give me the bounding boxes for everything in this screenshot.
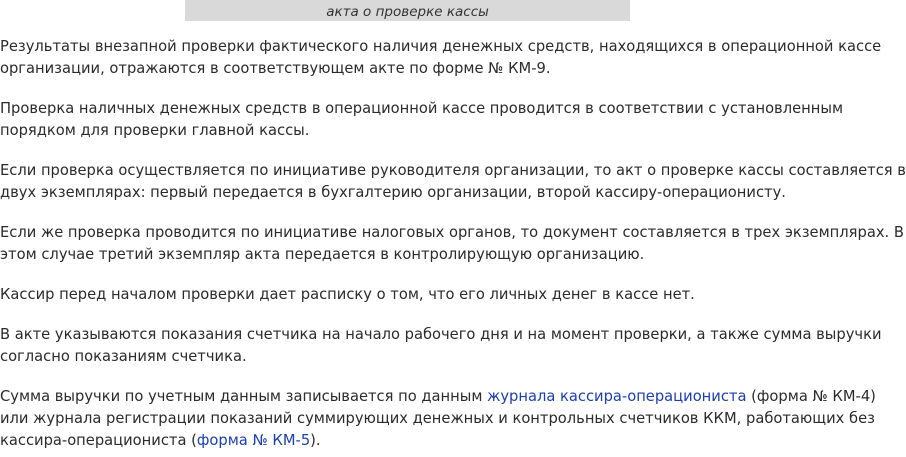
- paragraph-5: [0, 284, 816, 306]
- paragraph-7-line-3-text: кассира-операциониста (: [0, 432, 197, 449]
- paragraph-3: [0, 160, 906, 204]
- km4-journal-link[interactable]: журнала кассира-операциониста: [487, 388, 747, 405]
- paragraph-1: [0, 36, 882, 80]
- paragraph-7: [0, 386, 876, 452]
- km5-form-link[interactable]: форма № КМ-5: [196, 432, 311, 449]
- paragraph-2-line-1: Проверка наличных денежных средств в операционной кассе проводится в соответствии с установленным: [0, 100, 844, 117]
- paragraph-1-line-2: организации, отражаются в соответствующем акте по форме № КМ-9.: [0, 60, 551, 77]
- caption-text: акта о проверке кассы: [326, 4, 489, 20]
- paragraph-2: [0, 98, 844, 142]
- paragraph-4: [0, 222, 904, 266]
- paragraph-4-line-1: Если же проверка проводится по инициативе налоговых органов, то документ составляется в трех экземплярах. В: [0, 224, 904, 241]
- article-body: [0, 36, 906, 452]
- caption-bar: [185, 0, 630, 21]
- paragraph-3-line-1: Если проверка осуществляется по инициативе руководителя организации, то акт о проверке кассы составляется в: [0, 162, 906, 179]
- paragraph-7-line-1-text: Сумма выручки по учетным данным записывается по данным: [0, 388, 488, 405]
- paragraph-7-line-1-tail: (форма № КМ-4): [746, 388, 876, 405]
- paragraph-3-line-2: двух экземплярах: первый передается в бухгалтерию организации, второй кассиру-операционисту.: [0, 184, 786, 201]
- paragraph-7-line-3-tail: ).: [310, 432, 321, 449]
- paragraph-7-line-2: или журнала регистрации показаний суммирующих денежных и контрольных счетчиков ККМ, работающих без: [0, 410, 875, 427]
- paragraph-1-line-1: Результаты внезапной проверки фактического наличия денежных средств, находящихся в операционной кассе: [0, 38, 882, 55]
- paragraph-2-line-2: порядком для проверки главной кассы.: [0, 122, 310, 139]
- paragraph-5-line-1: Кассир перед началом проверки дает расписку о том, что его личных денег в кассе нет.: [0, 286, 695, 303]
- paragraph-4-line-2: этом случае третий экземпляр акта передается в контролирующую организацию.: [0, 246, 645, 263]
- paragraph-6-line-1: В акте указываются показания счетчика на начало рабочего дня и на момент проверки, а также сумма выручки: [0, 326, 882, 343]
- paragraph-6: [0, 324, 882, 368]
- paragraph-6-line-2: согласно показаниям счетчика.: [0, 348, 247, 365]
